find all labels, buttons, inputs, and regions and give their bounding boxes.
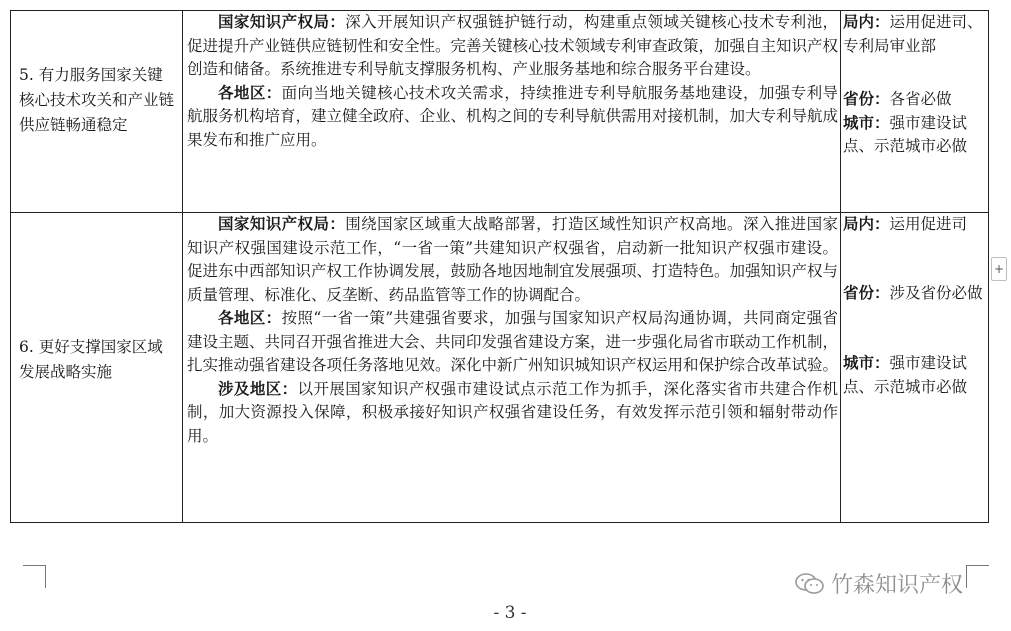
task-title-cell xyxy=(11,11,183,213)
task-title: 6. 更好支撑国家区域发展战略实施 xyxy=(19,338,163,381)
responsible-cell xyxy=(841,213,989,523)
task-content-cell xyxy=(183,11,841,213)
note-text: 强市建设试点、示范城市必做 xyxy=(843,113,968,155)
task-title-cell xyxy=(11,213,183,523)
note-text: 涉及省份必做 xyxy=(889,283,983,302)
responsible-note xyxy=(841,11,988,58)
task-content-cell xyxy=(183,213,841,523)
note-label: 局内： xyxy=(843,13,890,31)
content-paragraph xyxy=(183,82,840,153)
paragraph-label: 各地区： xyxy=(218,309,282,327)
paragraph-label: 国家知识产权局： xyxy=(218,215,346,233)
watermark-text: 竹森知识产权 xyxy=(831,573,964,598)
note-text: 运用促进司 xyxy=(889,215,968,233)
paragraph-label: 各地区： xyxy=(218,83,282,102)
note-label: 省份： xyxy=(843,90,890,108)
paragraph-text: 深入开展知识产权强链护链行动，构建重点领域关键核心技术专利池，促进提升产业链供应链韧性和安全性。完善关键核心技术领域专利审查政策，加强自主知识产权创造和储备。系统推进专利导航支撑服务机构、产业服务基地和综合服务平台建设。 xyxy=(187,13,839,78)
wechat-icon xyxy=(795,572,825,596)
paragraph-text: 面向当地关键核心技术攻关需求，持续推进专利导航服务基地建设，加强专利导航服务机构培育，建立健全政府、企业、机构之间的专利导航供需用对接机制，加大专利导航成果发布和推广应用。 xyxy=(187,83,839,149)
content-paragraph xyxy=(183,307,840,378)
responsible-cell xyxy=(841,11,989,213)
responsible-note xyxy=(841,112,988,159)
watermark xyxy=(795,568,963,599)
table-row xyxy=(11,11,989,213)
paragraph-text: 按照“一省一策”共建强省要求，加强与国家知识产权局沟通协调，共同商定强省建设主题、共同召开强省推进大会、共同印发强省建设方案，进一步强化局省市联动工作机制，扎实推动强省建设各项任务落地见效。深化中新广州知识城知识产权运用和保护综合改革试验。 xyxy=(187,309,839,374)
responsible-note xyxy=(841,213,988,237)
responsible-note xyxy=(841,352,988,399)
responsible-note xyxy=(841,88,988,112)
paragraph-text: 以开展国家知识产权强市建设试点示范工作为抓手，深化落实省市共建合作机制，加大资源投入保障，积极承接好知识产权强省建设任务，有效发挥示范引领和辐射带动作用。 xyxy=(187,379,838,445)
note-text: 运用促进司、专利局审业部 xyxy=(843,13,983,55)
page-number: - 3 - xyxy=(493,603,527,623)
note-label: 局内： xyxy=(843,215,890,233)
content-paragraph xyxy=(183,213,840,307)
responsible-note xyxy=(841,282,988,306)
task-table xyxy=(10,10,989,523)
paragraph-label: 国家知识产权局： xyxy=(218,13,346,31)
content-paragraph xyxy=(183,378,840,449)
crop-mark-left xyxy=(23,565,46,588)
paragraph-label: 涉及地区： xyxy=(218,379,298,398)
note-text: 各省必做 xyxy=(889,90,952,108)
crop-mark-right xyxy=(966,565,989,588)
table-expand-button[interactable]: + xyxy=(991,257,1007,281)
paragraph-text: 围绕国家区域重大战略部署，打造区域性知识产权高地。深入推进国家知识产权强国建设示范工作，“一省一策”共建知识产权强省，启动新一批知识产权强市建设。促进东中西部知识产权工作协调发展，鼓励各地因地制宜发展强项、打造特色。加强知识产权与质量管理、标准化、反垄断、药品监管等工作的协调配合。 xyxy=(187,215,839,304)
content-paragraph xyxy=(183,11,840,82)
note-label: 省份： xyxy=(843,283,890,302)
note-label: 城市： xyxy=(843,113,890,132)
note-text: 强市建设试点、示范城市必做 xyxy=(843,354,968,396)
task-title: 5. 有力服务国家关键核心技术攻关和产业链供应链畅通稳定 xyxy=(19,66,175,134)
table-row xyxy=(11,213,989,523)
note-label: 城市： xyxy=(843,354,890,372)
